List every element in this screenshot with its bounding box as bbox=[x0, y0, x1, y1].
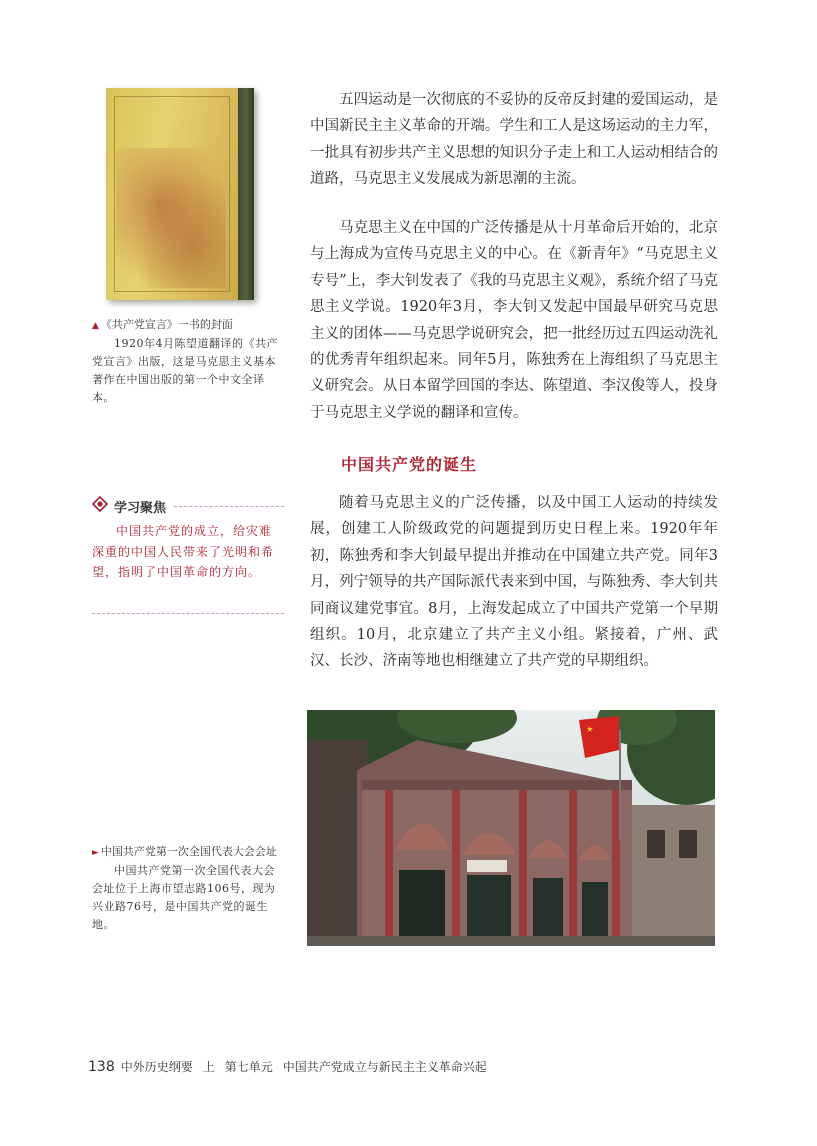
cover-caption-title bbox=[92, 316, 284, 335]
footer-book: 中外历史纲要 bbox=[120, 1060, 193, 1074]
paragraph-marxism-spread: 马克思主义在中国的广泛传播是从十月革命后开始的，北京与上海成为宣传马克思主义的中心。在《新青年》“马克思主义专号”上，李大钊发表了《我的马克思主义观》，系统介绍了马克思主义学说。1920年3月，李大钊又发起中国最早研究马克思主义的团体——马克思学说研究会，把一批经历过五四运动洗礼的优秀青年组织起来。同年5月，陈独秀在上海组织了马克思主义研究会。从日本留学回国的李达、陈望道、李汉俊等人，投身于马克思主义学说的翻译和宣传。 bbox=[310, 220, 718, 421]
book-spine bbox=[238, 88, 254, 300]
page-number: 138 bbox=[88, 1059, 115, 1075]
study-focus-header bbox=[92, 495, 284, 517]
cover-caption-title-text: 《共产党宣言》一书的封面 bbox=[100, 318, 233, 331]
cover-caption-body: 1920年4月陈望道翻译的《共产党宣言》出版，这是马克思主义基本著作在中国出版的第一个中文全译本。 bbox=[92, 337, 278, 404]
study-focus-text: 中国共产党的成立，给灾难深重的中国人民带来了光明和希望，指明了中国革命的方向。 bbox=[92, 524, 275, 579]
page-footer bbox=[88, 1058, 497, 1075]
site-caption bbox=[92, 843, 284, 934]
cover-illustration bbox=[116, 148, 226, 288]
footer-volume: 上 bbox=[202, 1060, 215, 1074]
paragraph-may-fourth: 五四运动是一次彻底的不妥协的反帝反封建的爱国运动，是中国新民主主义革命的开端。学生和工人是这场运动的主力军，一批具有初步共产主义思想的知识分子走上和工人运动相结合的道路，马克思主义发展成为新思潮的主流。 bbox=[310, 92, 718, 188]
study-focus-box bbox=[92, 495, 284, 614]
congress-site-photo bbox=[307, 710, 715, 946]
triangle-right-icon: ► bbox=[92, 848, 99, 858]
site-caption-body: 中国共产党第一次全国代表大会会址位于上海市望志路106号，现为兴业路76号，是中国共产党的诞生地。 bbox=[92, 864, 276, 931]
footer-unit-title: 中国共产党成立与新民主主义革命兴起 bbox=[282, 1060, 487, 1074]
paragraph-party-founding: 随着马克思主义的广泛传播，以及中国工人运动的持续发展，创建工人阶级政党的问题提到历史日程上来。1920年年初，陈独秀和李大钊最早提出并推动在中国建立共产党。同年3月，列宁领导的共产国际派代表来到中国，与陈独秀、李大钊共同商议建党事宜。8月，上海发起成立了中国共产党第一个早期组织。10月，北京建立了共产主义小组。紧接着，广州、武汉、长沙、济南等地也相继建立了共产党的早期组织。 bbox=[310, 495, 718, 670]
site-caption-title bbox=[92, 843, 284, 862]
focus-diamond-icon bbox=[92, 496, 110, 516]
cover-caption bbox=[92, 316, 284, 407]
focus-divider bbox=[174, 506, 284, 507]
study-focus-title: 学习聚焦 bbox=[114, 500, 167, 516]
section-heading: 中国共产党的诞生 bbox=[341, 455, 478, 474]
footer-unit: 第七单元 bbox=[224, 1060, 273, 1074]
triangle-up-icon: ▲ bbox=[92, 321, 99, 331]
site-caption-title-text: 中国共产党第一次全国代表大会会址 bbox=[100, 845, 277, 858]
manifesto-cover-image bbox=[106, 88, 254, 300]
